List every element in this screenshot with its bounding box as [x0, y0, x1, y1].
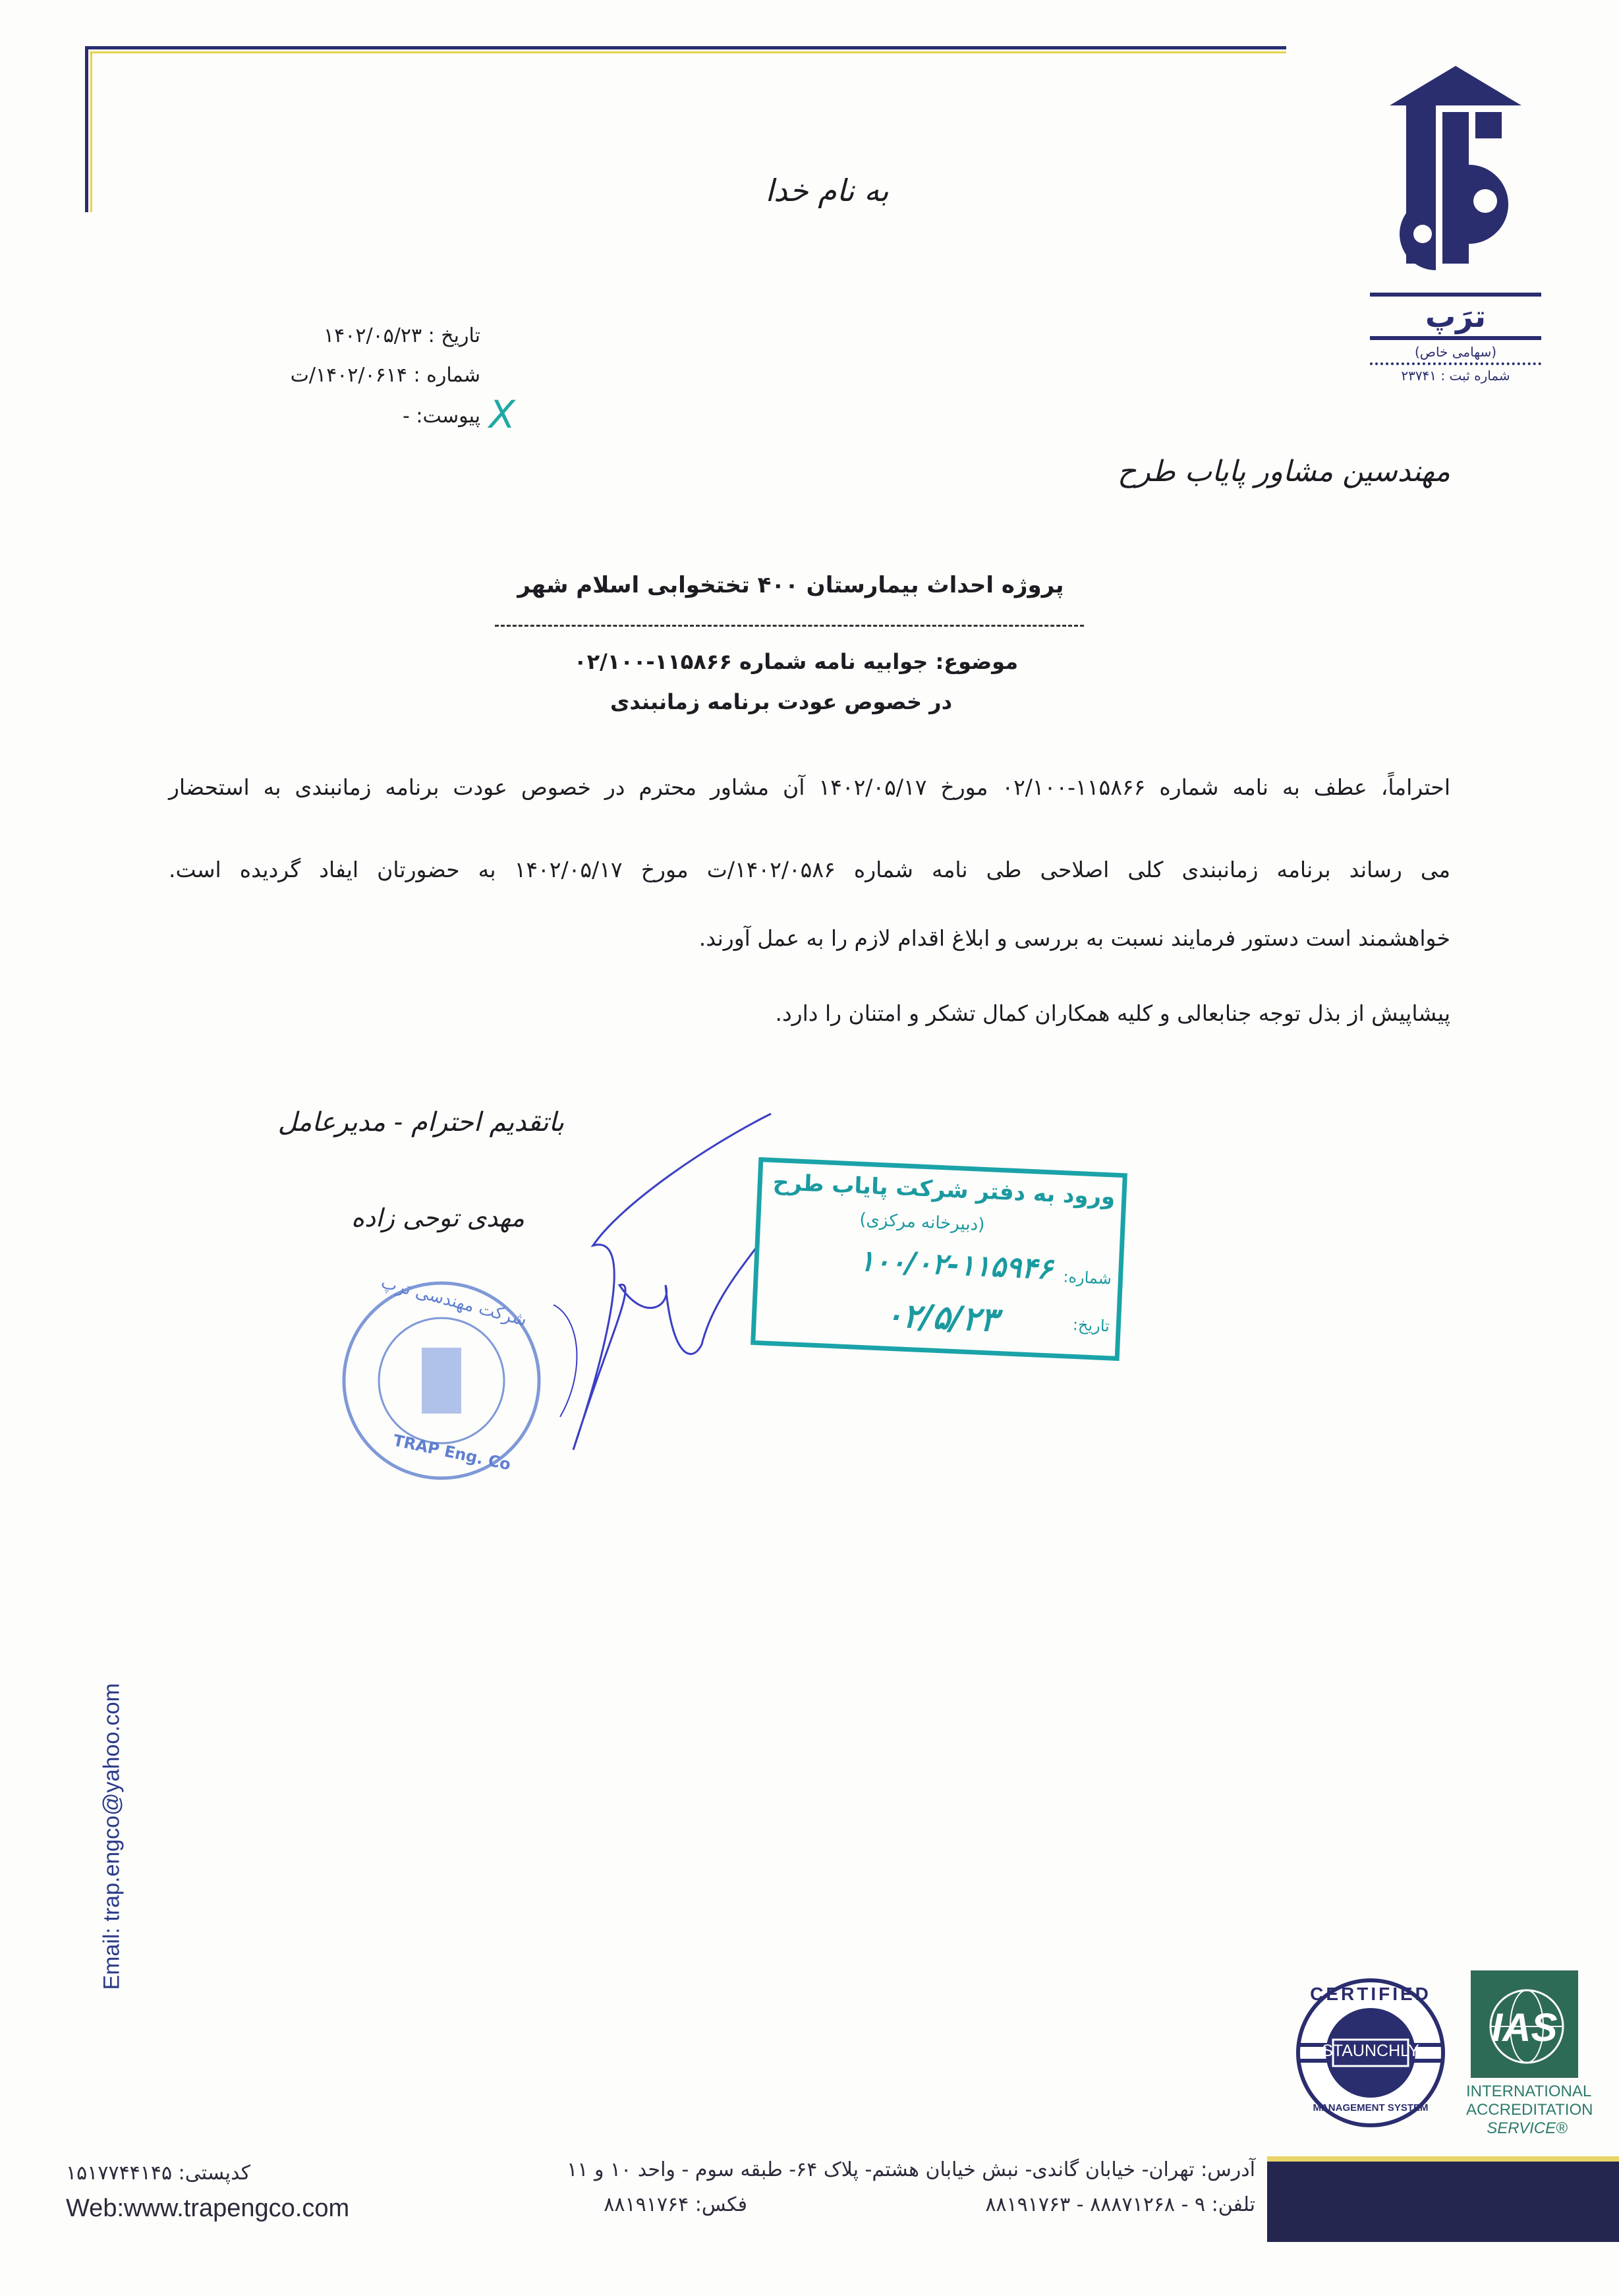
footer-web: Web:www.trapengco.com	[66, 2195, 350, 2222]
stamp-number: ۱۰۰/۰۲-۱۱۵۹۴۶	[858, 1244, 1054, 1286]
attachment-check-mark: X	[489, 392, 515, 437]
ias-line-3: SERVICE®	[1487, 2119, 1568, 2137]
closing: باتقدیم احترام - مدیرعامل	[277, 1107, 564, 1137]
footer-address: آدرس: تهران- خیابان گاندی- نبش خیابان هشتم- پلاک ۶۴- طبقه سوم - واحد ۱۰ و ۱۱	[567, 2158, 1255, 2181]
footer-phone: تلفن: ۹ - ۸۸۸۷۱۲۶۸ - ۸۸۱۹۱۷۶۳	[985, 2193, 1255, 2216]
ias-logo-text: IAS	[1491, 2005, 1558, 2050]
seal-text: شرکت مهندسی ترپ	[378, 1273, 529, 1331]
recipient: مهندسین مشاور پایاب طرح	[1118, 455, 1450, 488]
logo-company-type: (سهامی خاص)	[1414, 344, 1497, 360]
stamp-date: ۰۲/۵/۲۳	[884, 1296, 999, 1339]
ias-logo	[1471, 1970, 1578, 2078]
body-paragraph-2: خواهشمند است دستور فرمایند نسبت به بررسی و ابلاغ اقدام لازم را به عمل آورند.	[698, 925, 1450, 951]
footer-email: Email: trap.engco@yahoo.com	[99, 1683, 125, 1990]
seal-english: TRAP Eng. Co	[391, 1431, 513, 1474]
footer-fax: فکس: ۸۸۱۹۱۷۶۴	[604, 2193, 747, 2216]
footer-postal-code: کدپستی: ۱۵۱۷۷۴۴۱۴۵	[66, 2162, 250, 2185]
letter-number: شماره : ۱۴۰۲/۰۶۱۴/ت	[290, 364, 480, 387]
body-paragraph-3: پیشاپیش از بذل توجه جنابعالی و کلیه همکاران کمال تشکر و امتنان را دارد.	[775, 1000, 1450, 1026]
body-paragraph-1: احتراماً، عطف به نامه شماره ۱۱۵۸۶۶-۰۲/۱۰۰ مورخ ۱۴۰۲/۰۵/۱۷ آن مشاور محترم در خصوص عودت برنامه زمانبندی به استحضار	[169, 774, 1450, 800]
received-stamp	[751, 1157, 1127, 1361]
signature-icon	[540, 1107, 778, 1463]
stamp-subheading: (دبیرخانه مرکزی)	[859, 1209, 986, 1235]
subject-line-1: موضوع: جوابیه نامه شماره ۱۱۵۸۶۶-۰۲/۱۰۰	[574, 649, 1018, 674]
letter-attachment: پیوست: -	[403, 405, 480, 428]
ias-caption	[1466, 2082, 1593, 2138]
footer-accent-strip	[1267, 2156, 1619, 2162]
certified-bottom-text: MANAGEMENT SYSTEM	[1313, 2102, 1429, 2113]
stamp-number-label: شماره:	[1062, 1267, 1112, 1288]
ias-line-2: ACCREDITATION	[1466, 2101, 1593, 2119]
body-paragraph-1-cont: می رساند برنامه زمانبندی کلی اصلاحی طی نامه شماره ۱۴۰۲/۰۵۸۶/ت مورخ ۱۴۰۲/۰۵/۱۷ به حضورتان ایفاد گردیده است.	[169, 857, 1451, 882]
footer-dark-block	[1267, 2162, 1619, 2242]
basmala: به نام خدا	[765, 173, 889, 208]
dashed-divider	[495, 625, 1084, 627]
certified-middle-text: STAUNCHLY	[1322, 2042, 1419, 2060]
frame-top-accent-line	[90, 51, 1286, 53]
signatory-name: مهدی توحی زاده	[351, 1203, 525, 1232]
company-seal	[339, 1273, 544, 1483]
company-logo	[1370, 66, 1541, 382]
stamp-heading: ورود به دفتر شرکت پایاب طرح	[772, 1168, 1116, 1211]
certified-badge	[1295, 1977, 1446, 2129]
stamp-date-label: تاریخ:	[1072, 1315, 1110, 1336]
certified-top-text: CERTIFIED	[1310, 1984, 1431, 2004]
logo-registration: شماره ثبت : ۲۳۷۴۱	[1401, 368, 1510, 384]
letter-date: تاریخ : ۱۴۰۲/۰۵/۲۳	[324, 324, 480, 347]
frame-left-line	[85, 46, 88, 212]
frame-left-accent-line	[90, 51, 92, 212]
ias-line-1: INTERNATIONAL	[1466, 2082, 1592, 2100]
logo-mark-icon	[1370, 66, 1541, 283]
logo-name: ترَپ	[1425, 299, 1487, 334]
frame-top-line	[85, 46, 1286, 49]
project-title: پروژه احداث بیمارستان ۴۰۰ تختخوابی اسلام شهر	[517, 572, 1064, 598]
subject-line-2: در خصوص عودت برنامه زمانبندی	[610, 689, 952, 714]
